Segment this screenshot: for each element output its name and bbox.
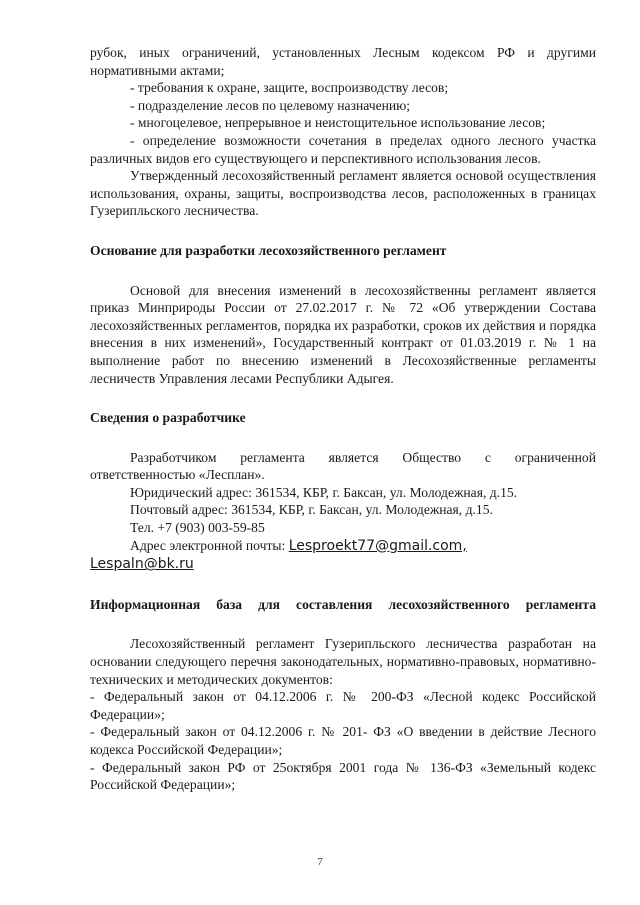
paragraph-infobase: Лесохозяйственный регламент Гузерипльского лесничества разработан на основании следующего перечня законодательных, нормативно-правовых, нормативно-технических и методических документов: xyxy=(90,636,596,687)
email-line xyxy=(90,537,596,556)
heading-basis: Основание для разработки лесохозяйственного регламент xyxy=(90,242,447,258)
email-line-wrap xyxy=(90,555,596,574)
email-link-primary[interactable]: Lesproekt77@gmail.com, xyxy=(288,537,467,554)
paragraph-approved: Утвержденный лесохозяйственный регламент является основой осуществления использования, охраны, защиты, воспроизводства лесов, расположенных в границах Гузерипльского лесничества. xyxy=(90,168,596,219)
document-page xyxy=(90,44,596,794)
bullet-item: - требования к охране, защите, воспроизводству лесов; xyxy=(130,80,449,96)
email-label: Адрес электронной почты: xyxy=(130,537,289,553)
heading-developer: Сведения о разработчике xyxy=(90,410,246,426)
paragraph-basis: Основой для внесения изменений в лесохозяйственны регламент является приказ Минприроды России от 27.02.2017 г. № 72 «Об утверждении Состава лесохозяйственных регламентов, порядка их разработки, сроков их действия и порядка внесения в них изменений», Государственный контракт от 01.03.2019 г. № 1 на выполнение работ по внесению изменений в Лесохозяйственные регламенты лесничеств Управления лесами Республики Адыгея. xyxy=(90,282,596,386)
email-link-secondary[interactable]: Lespaln@bk.ru xyxy=(90,556,194,573)
law-item: - Федеральный закон от 04.12.2006 г. № 200-ФЗ «Лесной кодекс Российской Федерации»; xyxy=(90,689,596,722)
paragraph-developer: Разработчиком регламента является Общество с ограниченной ответственностью «Лесплан». xyxy=(90,449,596,483)
bullet-item: - определение возможности сочетания в пределах одного лесного участка различных видов его существующего и перспективного использования лесов. xyxy=(90,132,596,166)
bullet-item: - подразделение лесов по целевому назначению; xyxy=(130,97,411,113)
page-number: 7 xyxy=(317,856,323,868)
paragraph-intro-continuation: рубок, иных ограничений, установленных Лесным кодексом РФ и другими нормативными актами; xyxy=(90,45,596,78)
phone-number: Тел. +7 (903) 003-59-85 xyxy=(130,520,265,536)
law-item: - Федеральный закон от 04.12.2006 г. № 201- ФЗ «О введении в действие Лесного кодекса Российской Федерации»; xyxy=(90,724,596,757)
legal-address: Юридический адрес: 361534, КБР, г. Баксан, ул. Молодежная, д.15. xyxy=(130,484,518,500)
postal-address: Почтовый адрес: 361534, КБР, г. Баксан, ул. Молодежная, д.15. xyxy=(130,502,493,518)
heading-infobase: Информационная база для составления лесохозяйственного регламента xyxy=(90,596,596,612)
law-item: - Федеральный закон РФ от 25октября 2001 года № 136-ФЗ «Земельный кодекс Российской Федерации»; xyxy=(90,759,596,793)
bullet-item: - многоцелевое, непрерывное и неистощительное использование лесов; xyxy=(130,115,546,131)
